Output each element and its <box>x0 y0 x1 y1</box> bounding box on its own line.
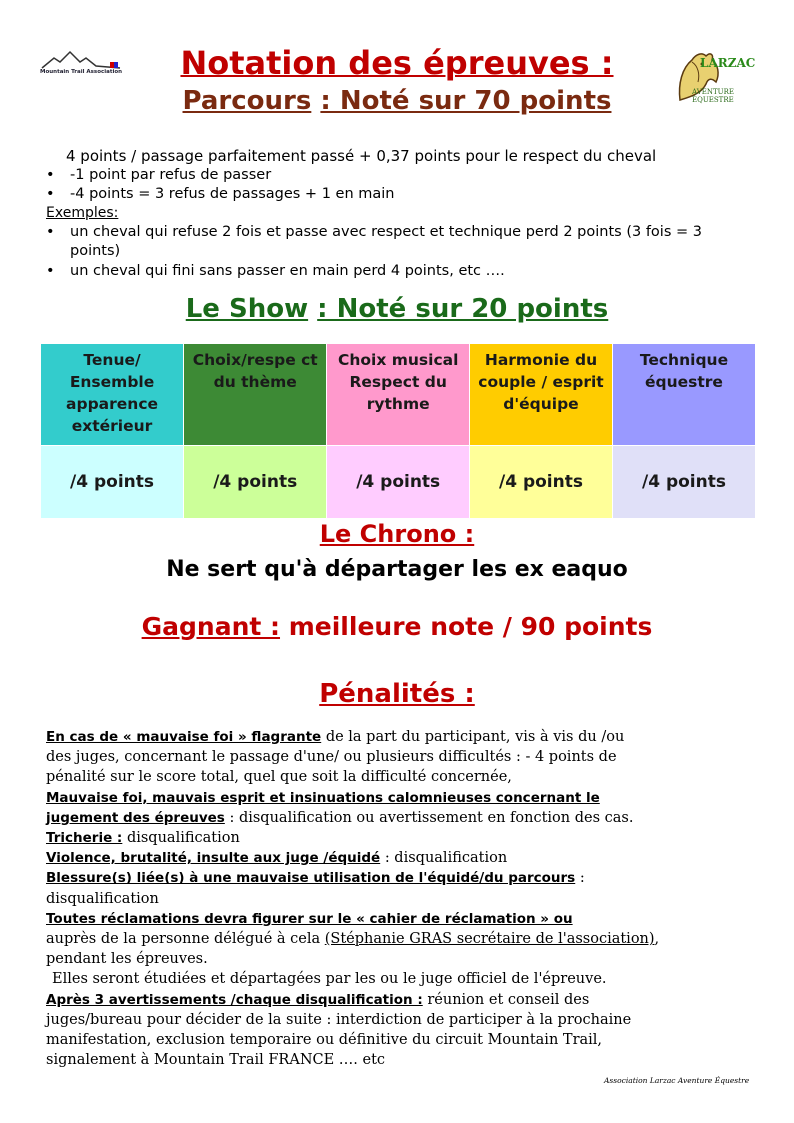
penalty-line <box>46 808 762 828</box>
penalty-line <box>46 828 762 848</box>
penalty-line: pénalité sur le score total, quel que soit la difficulté concernée, <box>46 769 512 786</box>
penalty-bold: Toutes réclamations devra figurer sur le « cahier de réclamation » ou <box>46 910 573 927</box>
penalty-line <box>46 909 762 929</box>
penalty-text: : disqualification ou avertissement en fonction des cas. <box>229 809 634 826</box>
parcours-title-left: Parcours <box>182 86 312 116</box>
penalty-bold: Mauvaise foi, mauvais esprit et insinuations calomnieuses concernant le <box>46 789 600 806</box>
parcours-rules: • -1 point par refus de passer • -4 points = 3 refus de passages + 1 en main <box>46 167 395 202</box>
penalty-bold: Après 3 avertissements /chaque disqualification : <box>46 991 423 1008</box>
page-title <box>0 44 794 82</box>
penalty-bold: Violence, brutalité, insulte aux juge /équidé <box>46 850 381 867</box>
points-cell: /4 points <box>470 446 613 519</box>
parcours-title-right: : Noté sur 70 points <box>320 86 612 116</box>
criteria-header-row <box>41 344 756 446</box>
penalty-text: réunion et conseil des <box>427 991 590 1008</box>
examples-list: • un cheval qui refuse 2 fois et passe avec respect et technique perd 2 points (3 fois = 3 points) • un cheval qui fini sans passer en main perd 4 points, etc …. <box>46 224 702 279</box>
example-text: points) <box>70 243 121 259</box>
chrono-text: Ne sert qu'à départager les ex eaquo <box>166 557 628 582</box>
penalty-line: juges/bureau pour décider de la suite : interdiction de participer à la prochaine <box>46 1011 632 1028</box>
parcours-intro: 4 points / passage parfaitement passé + 0,37 points pour le respect du cheval <box>66 147 657 165</box>
points-cell: /4 points <box>41 446 184 519</box>
penalty-line <box>46 848 762 868</box>
penalty-contact: (Stéphanie GRAS secrétaire de l'association) <box>324 931 655 948</box>
winner-line <box>0 612 794 641</box>
rule-text: -4 points = 3 refus de passages + 1 en main <box>70 186 395 202</box>
penalty-line <box>46 788 762 808</box>
logo-right-text: LARZAC <box>700 56 756 70</box>
criteria-cell: Choix/respe ct du thème <box>184 344 327 446</box>
penalty-line: des juges, concernant le passage d'une/ ou plusieurs difficultés : - 4 points de <box>46 749 617 766</box>
penalties-title <box>0 679 794 709</box>
winner-text: meilleure note / 90 points <box>288 612 653 641</box>
chrono-title <box>0 520 794 548</box>
penalties-title-text: Pénalités : <box>319 679 475 709</box>
penalty-line: manifestation, exclusion temporaire ou définitive du circuit Mountain Trail, <box>46 1032 603 1049</box>
penalty-line: Elles seront étudiées et départagées par les ou le juge officiel de l'épreuve. <box>52 971 607 988</box>
penalty-line <box>46 868 762 888</box>
penalty-line <box>46 727 762 747</box>
points-cell: /4 points <box>327 446 470 519</box>
penalty-text: de la part du participant, vis à vis du /ou <box>325 729 625 745</box>
example-text: un cheval qui refuse 2 fois et passe avec respect et technique perd 2 points (3 fois = 3 <box>70 224 702 240</box>
criteria-cell: Harmonie du couple / esprit d'équipe <box>470 344 613 446</box>
penalty-text: auprès de la personne délégué à cela <box>46 931 321 948</box>
parcours-title <box>0 86 794 116</box>
winner-label: Gagnant : <box>141 612 281 641</box>
criteria-points-row <box>41 446 756 519</box>
show-title-right: : Noté sur 20 points <box>317 294 609 324</box>
page-title-text: Notation des épreuves : <box>180 44 614 82</box>
criteria-cell: Technique équestre <box>612 344 755 446</box>
show-criteria-table <box>40 343 756 519</box>
show-title-left: Le Show <box>185 294 309 324</box>
penalty-bold: Tricherie : <box>46 830 123 847</box>
penalty-line: signalement à Mountain Trail FRANCE …. etc <box>46 1052 386 1069</box>
penalty-bold: jugement des épreuves <box>46 809 225 826</box>
criteria-cell: Choix musical Respect du rythme <box>327 344 470 446</box>
example-text: un cheval qui fini sans passer en main perd 4 points, etc …. <box>70 263 505 279</box>
examples-label: Exemples: <box>46 205 119 221</box>
penalty-text: , <box>654 931 660 948</box>
points-cell: /4 points <box>184 446 327 519</box>
penalty-line: pendant les épreuves. <box>46 951 208 968</box>
penalty-text: : <box>579 870 585 887</box>
penalty-line <box>46 990 762 1010</box>
penalties-body <box>46 727 762 1070</box>
chrono-title-text: Le Chrono : <box>319 520 475 548</box>
footer-text: Association Larzac Aventure Équestre <box>604 1076 750 1085</box>
rule-text: -1 point par refus de passer <box>70 167 272 183</box>
logo-right-subtext: AVENTURE ÉQUESTRE <box>692 88 734 104</box>
penalty-bold: Blessure(s) liée(s) à une mauvaise utilisation de l'équidé/du parcours <box>46 870 576 887</box>
penalty-text: : disqualification <box>384 850 508 867</box>
criteria-cell: Tenue/ Ensemble apparence extérieur <box>41 344 184 446</box>
penalty-line: disqualification <box>46 890 159 907</box>
penalty-text: disqualification <box>126 830 240 847</box>
show-title <box>0 294 794 324</box>
penalty-line <box>46 929 762 949</box>
logo-left-text: Mountain Trail Association <box>40 69 123 75</box>
points-cell: /4 points <box>612 446 755 519</box>
penalty-bold: En cas de « mauvaise foi » flagrante <box>46 729 322 745</box>
